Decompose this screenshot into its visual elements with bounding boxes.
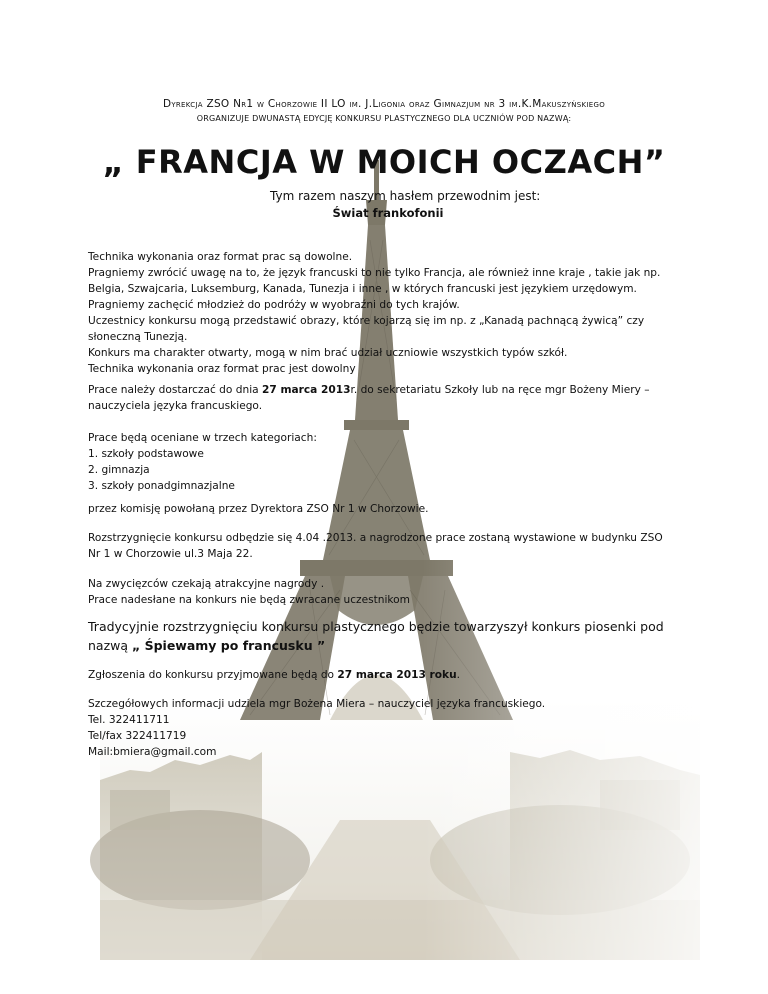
intro-line: Technika wykonania oraz format prac są dowolne. [88, 251, 353, 263]
deadline-date: 27 marca 2013 [262, 384, 351, 396]
prizes-paragraph [88, 576, 688, 608]
entries-paragraph [88, 667, 688, 683]
contact-line: Szczegółowych informacji udziela mgr Bożena Miera – nauczyciel języka francuskiego. [88, 698, 546, 710]
song-title: „ Śpiewamy po francusku ” [132, 638, 326, 653]
intro-line: Uczestnicy konkursu mogą przedstawić obrazy, które kojarzą się im np. z „Kanadą pachnącą żywicą” czy [88, 315, 645, 327]
results-line: Rozstrzygnięcie konkursu odbędzie się 4.04 .2013. a nagrodzone prace zostaną wystawione w budynku ZSO [88, 532, 663, 544]
organizer-line: Dyrekcja ZSO Nr1 w Chorzowie II LO im. J.Ligonia oraz Gimnazjum nr 3 im.K.Makuszyńskiego [162, 98, 606, 110]
jury-paragraph [88, 501, 688, 517]
subtitle: Tym razem naszym hasłem przewodnim jest: [270, 189, 541, 203]
jury-text: przez komisję powołaną przez Dyrektora ZSO Nr 1 w Chorzowie. [88, 503, 429, 515]
entries-date: 27 marca 2013 roku [337, 669, 457, 681]
category-item: 3. szkoły ponadgimnazjalne [88, 480, 235, 492]
deadline-text: nauczyciela języka francuskiego. [88, 400, 263, 412]
song-line: nazwą [88, 638, 133, 653]
entries-text: . [456, 669, 461, 681]
contact-email: Mail:bmiera@gmail.com [88, 746, 217, 758]
intro-line: Pragniemy zwrócić uwagę na to, że język francuski to nie tylko Francja, ale również inne kraje , takie jak np. [88, 267, 661, 279]
category-item: 1. szkoły podstawowe [88, 448, 204, 460]
deadline-text: r. do sekretariatu Szkoły lub na ręce mgr Bożeny Miery – [350, 384, 650, 396]
categories-intro: Prace będą oceniane w trzech kategoriach: [88, 432, 317, 444]
intro-paragraph [88, 249, 688, 377]
motto: Świat frankofonii [332, 206, 444, 220]
intro-line: Konkurs ma charakter otwarty, mogą w nim brać udział uczniowie wszystkich typów szkół. [88, 347, 568, 359]
deadline-paragraph [88, 382, 688, 414]
prizes-line: Na zwycięzców czekają atrakcyjne nagrody . [88, 578, 325, 590]
prizes-line: Prace nadesłane na konkurs nie będą zwracane uczestnikom [88, 594, 410, 606]
contact-block [88, 696, 688, 760]
intro-line: Pragniemy zachęcić młodzież do podróży w wyobraźni do tych krajów. [88, 299, 460, 311]
category-item: 2. gimnazja [88, 464, 150, 476]
results-line: Nr 1 w Chorzowie ul.3 Maja 22. [88, 548, 253, 560]
contact-fax: Tel/fax 322411719 [88, 730, 187, 742]
entries-text: Zgłoszenia do konkursu przyjmowane będą do [88, 669, 338, 681]
song-paragraph [88, 617, 688, 655]
organizer-subline: ORGANIZUJE DWUNASTĄ EDYCJĘ KONKURSU PLASTYCZNEGO DLA UCZNIÓW POD NAZWĄ: [196, 114, 572, 123]
categories-paragraph [88, 430, 688, 494]
intro-line: Technika wykonania oraz format prac jest dowolny [88, 363, 356, 375]
song-line: Tradycyjnie rozstrzygnięciu konkursu plastycznego będzie towarzyszył konkurs piosenki pod [88, 619, 664, 634]
intro-line: Belgia, Szwajcaria, Luksemburg, Kanada, Tunezja i inne , w których francuski jest językiem urzędowym. [88, 283, 637, 295]
intro-line: słoneczną Tunezją. [88, 331, 188, 343]
contact-phone: Tel. 322411711 [88, 714, 170, 726]
deadline-text: Prace należy dostarczać do dnia [88, 384, 263, 396]
page-title: „ FRANCJA W MOICH OCZACH” [102, 143, 666, 181]
results-paragraph [88, 530, 688, 562]
